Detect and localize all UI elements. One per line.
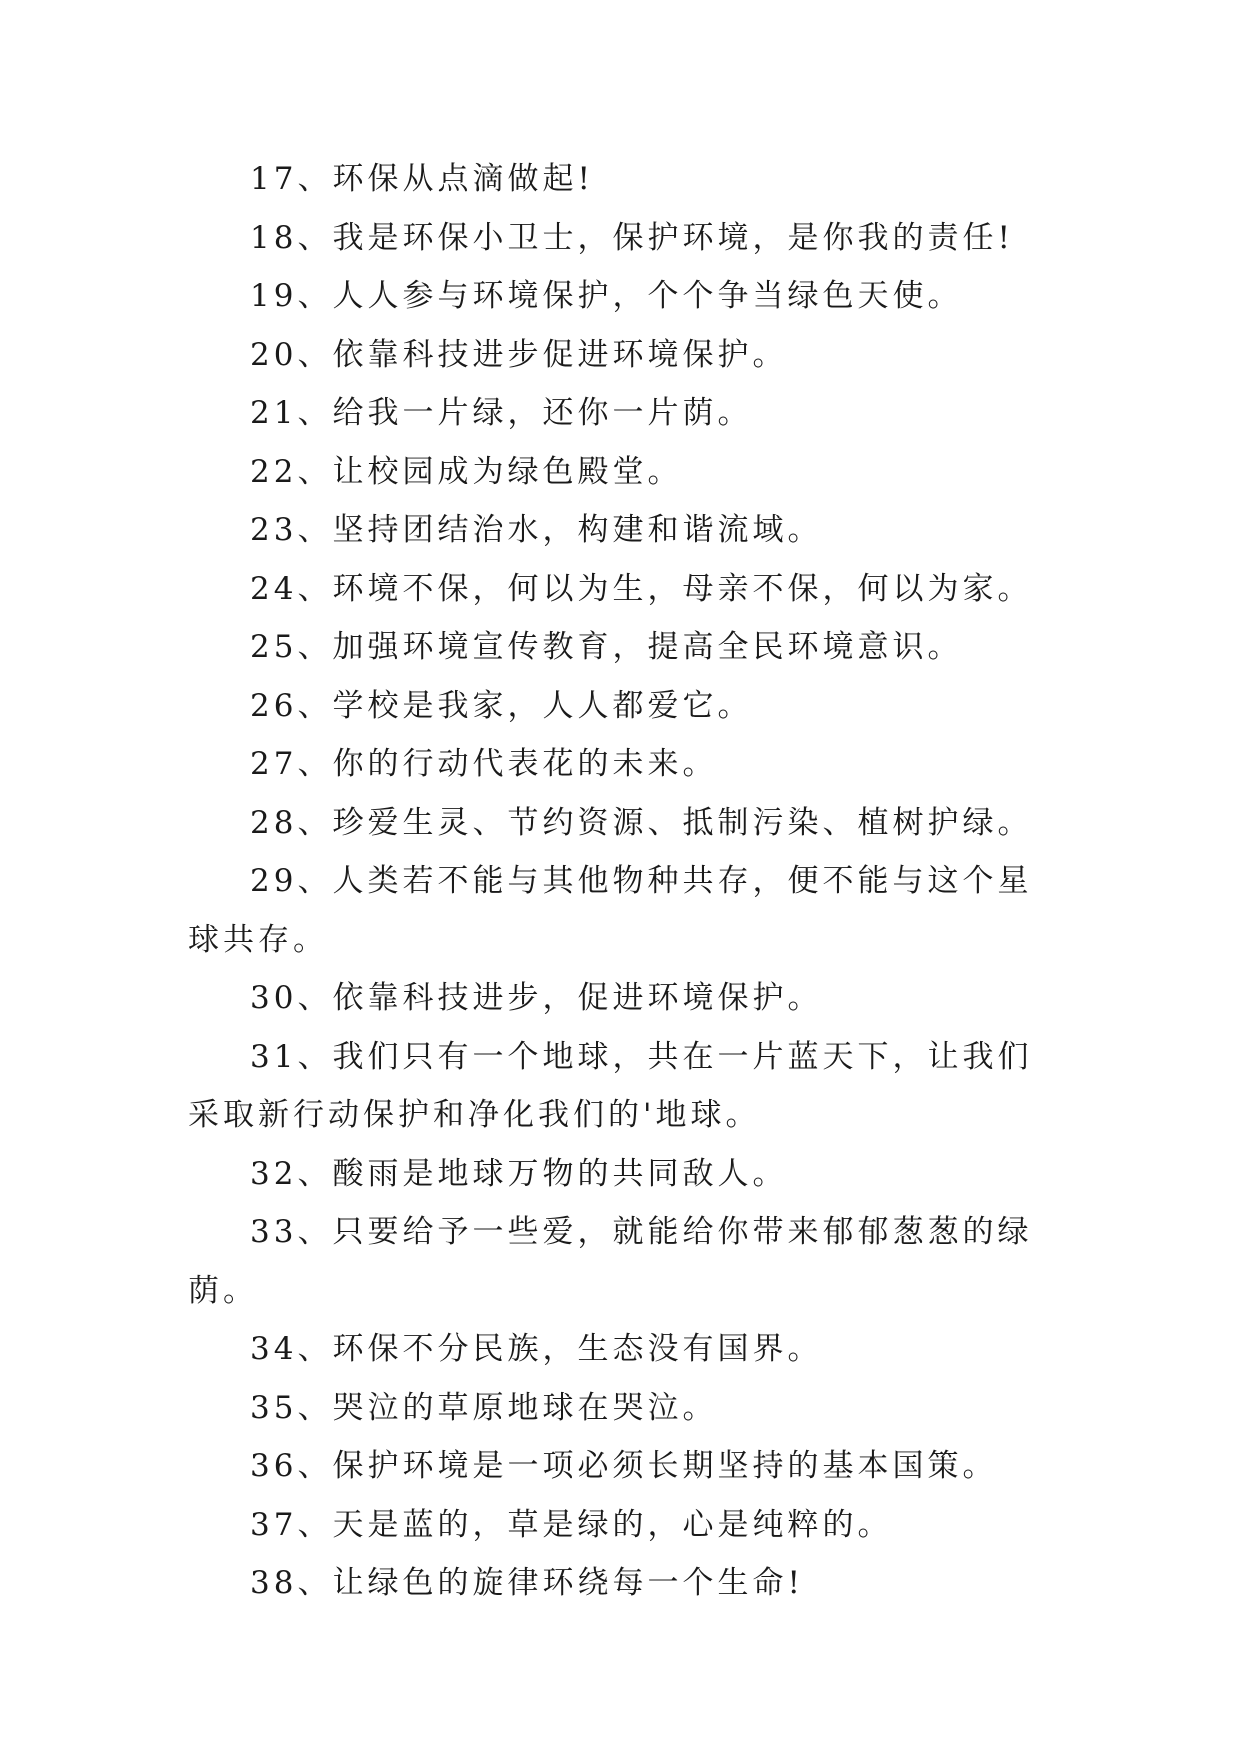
paragraph-33: 33、只要给予一些爱，就能给你带来郁郁葱葱的绿荫。	[188, 1214, 1033, 1309]
paragraph-21: 21、给我一片绿，还你一片荫。	[250, 395, 753, 431]
paragraph-24: 24、环境不保，何以为生，母亲不保，何以为家。	[250, 570, 1033, 607]
paragraph-38: 38、让绿色的旋律环绕每一个生命!	[250, 1565, 804, 1601]
paragraph-37: 37、天是蓝的，草是绿的，心是纯粹的。	[250, 1506, 893, 1543]
paragraph-27: 27、你的行动代表花的未来。	[250, 746, 718, 782]
paragraph-36: 36、保护环境是一项必须长期坚持的基本国策。	[250, 1448, 998, 1484]
paragraph-23: 23、坚持团结治水，构建和谐流域。	[250, 512, 823, 548]
paragraph-32: 32、酸雨是地球万物的共同敌人。	[250, 1155, 788, 1192]
paragraph-25: 25、加强环境宣传教育，提高全民环境意识。	[250, 629, 963, 665]
document-body	[188, 150, 1064, 1613]
paragraph-17: 17、环保从点滴做起!	[250, 161, 594, 197]
paragraph-35: 35、哭泣的草原地球在哭泣。	[250, 1389, 718, 1426]
paragraph-31: 31、我们只有一个地球，共在一片蓝天下，让我们采取新行动保护和净化我们的'地球。	[188, 1038, 1033, 1133]
paragraph-20: 20、依靠科技进步促进环境保护。	[250, 336, 788, 373]
paragraph-29: 29、人类若不能与其他物种共存，便不能与这个星球共存。	[188, 863, 1033, 958]
paragraph-18: 18、我是环保小卫士，保护环境，是你我的责任!	[250, 219, 1014, 256]
paragraph-28: 28、珍爱生灵、节约资源、抵制污染、植树护绿。	[250, 804, 1033, 841]
paragraph-22: 22、让校园成为绿色殿堂。	[250, 453, 683, 490]
paragraph-19: 19、人人参与环境保护，个个争当绿色天使。	[250, 278, 963, 314]
paragraph-26: 26、学校是我家，人人都爱它。	[250, 687, 753, 724]
paragraph-34: 34、环保不分民族，生态没有国界。	[250, 1331, 823, 1367]
paragraph-30: 30、依靠科技进步，促进环境保护。	[250, 980, 823, 1016]
